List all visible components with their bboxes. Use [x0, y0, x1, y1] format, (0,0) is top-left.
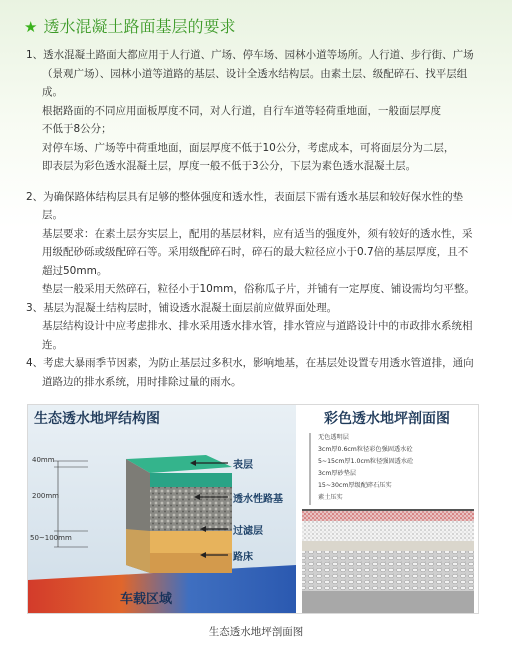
legend-item: 3cm厚砂垫层 [318, 470, 357, 477]
legend-item: 3cm厚0.6cm粒径彩色强固透水砼 [318, 446, 413, 453]
section-1-line: 对停车场、广场等中荷重地面，面层厚度不低于10公分，考虑成本，可将面层分为二层， [42, 141, 455, 154]
section-2-line: 用级配砂砾或级配碎石等。采用级配碎石时，碎石的最大粒径应小于0.7倍的基层厚度，且不 [42, 246, 469, 258]
legend-item: 5~15cm厚1.0cm粒径强固透水砼 [318, 458, 414, 465]
permeable-base-layer [150, 487, 232, 531]
surface-layer [150, 473, 232, 487]
legend-item: 素土压实 [318, 494, 343, 501]
page-title-text: 透水混凝土路面基层的要求 [43, 17, 236, 36]
content-body [26, 46, 486, 391]
section-1-line: 根据路面的不同应用面板厚度不同，对人行道，自行车道等轻荷重地面，一般面层厚度 [42, 104, 441, 117]
clear-layer [302, 509, 474, 511]
gravel-layer [302, 551, 474, 591]
sand-layer [302, 541, 474, 551]
legend-item: 15~30cm厚级配碎石压实 [318, 482, 392, 489]
section-1-line: 成。 [42, 86, 63, 98]
section-3 [26, 299, 486, 355]
section-1-line: 即表层为彩色透水混凝土层，厚度一般不低于3公分，下层为素色透水混凝土层。 [42, 160, 417, 172]
right-figure-title: 彩色透水地坪剖面图 [324, 411, 450, 427]
section-2 [26, 188, 486, 299]
section-2-line: 垫层一般采用天然碎石，粒径小于10mm，俗称瓜子片，并铺有一定厚度、铺设需均匀平整。 [42, 283, 475, 295]
filter-layer [150, 531, 232, 553]
layer-label-surface: 表层 [233, 460, 253, 471]
colored-layer [302, 511, 474, 521]
star-icon: ★ [24, 18, 38, 36]
dim-label-40: 40mm [32, 456, 55, 464]
section-4-line: 4、考虑大暴雨季节因素，为防止基层过多积水，影响地基，在基层处设置专用透水管道排，通向 [26, 357, 474, 369]
section-1-line: （景观广场）、园林小道等道路的基层、设计全透水结构层。由素土层、级配碎石、找平层组 [42, 67, 468, 80]
section-2-line: 超过50mm。 [42, 264, 108, 277]
plain-concrete-layer [302, 521, 474, 541]
legend-item: 无色透明层 [318, 434, 349, 441]
section-1-line: 1、透水混凝土路面大都应用于人行道、广场、停车场、园林小道等场所。人行道、步行街、广场 [26, 49, 474, 61]
section-1-line: 不低于8公分； [42, 123, 112, 135]
section-3-line: 基层结构设计中应考虑排水、排水采用透水排水管，排水管应与道路设计中的市政排水系统相 [42, 320, 473, 332]
layer-label-filter: 过滤层 [233, 526, 263, 537]
ground-label: 车载区域 [120, 592, 173, 607]
figure-caption: 生态透水地坪剖面图 [208, 626, 304, 638]
left-figure-title: 生态透水地坪结构图 [34, 411, 160, 427]
soil-layer [302, 591, 474, 613]
section-4-line: 道路边的排水系统，用时排除过量的雨水。 [42, 375, 242, 388]
section-2-line: 层。 [42, 209, 63, 221]
section-2-line: 2、为确保路体结构层具有足够的整体强度和透水性，表面层下需有透水基层和较好保水性的垫 [26, 190, 464, 203]
subgrade-layer [150, 553, 232, 573]
dim-label-50-100: 50~100mm [30, 534, 72, 542]
section-2-line: 基层要求：在素土层夯实层上，配用的基层材料，应有适当的强度外，须有较好的透水性，采 [42, 227, 473, 240]
layer-label-subgrade: 路床 [233, 552, 253, 563]
dim-label-200: 200mm [32, 492, 59, 500]
section-3-line: 连。 [42, 338, 63, 351]
layer-label-base: 透水性路基 [233, 494, 283, 505]
figure-illustration [28, 405, 478, 613]
section-4 [26, 354, 486, 391]
page-title [24, 14, 235, 37]
section-3-line: 3、基层为混凝土结构层时，铺设透水混凝土面层前应做界面处理。 [26, 301, 338, 314]
pavement-figure [27, 404, 479, 614]
section-1 [26, 46, 486, 176]
